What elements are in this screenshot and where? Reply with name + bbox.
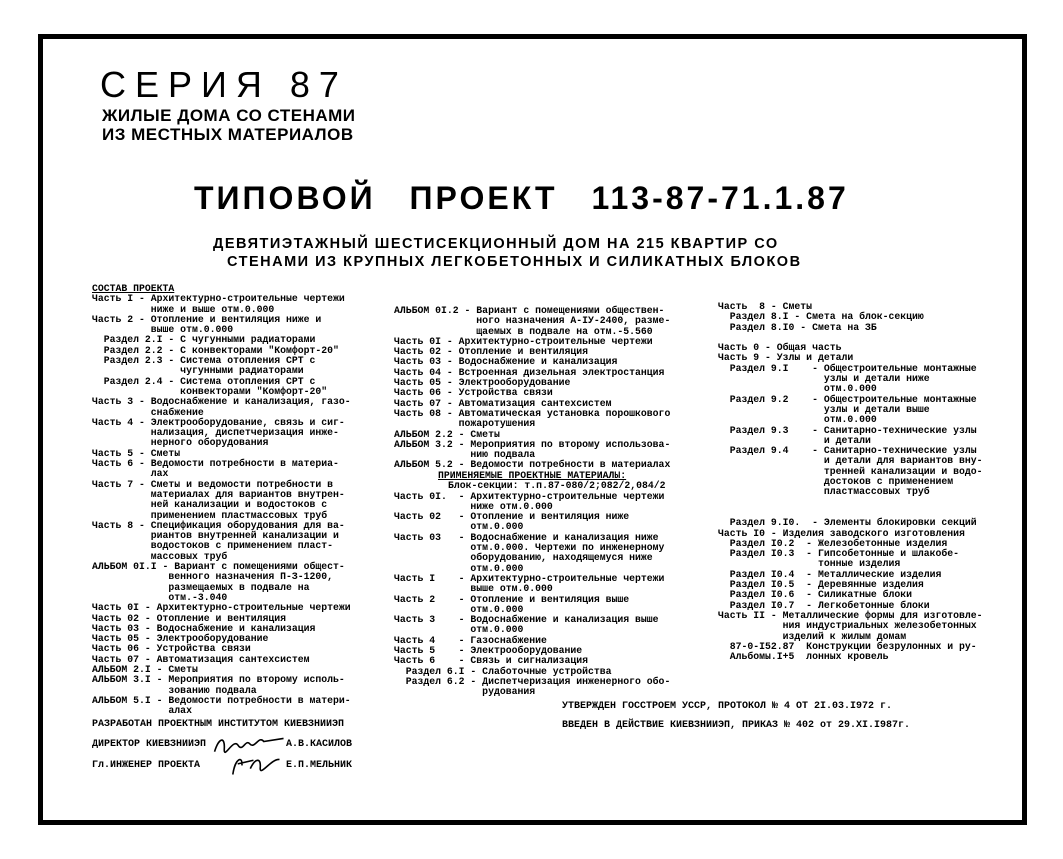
- director-name: А.В.КАСИЛОВ: [286, 739, 353, 750]
- series-subtitle-line2: ИЗ МЕСТНЫХ МАТЕРИАЛОВ: [102, 125, 354, 144]
- project-description-line1: ДЕВЯТИЭТАЖНЫЙ ШЕСТИСЕКЦИОННЫЙ ДОМ НА 215 КВАРТИР СО: [213, 236, 779, 252]
- applied-materials-subheader: Блок-секции: т.п.87-080/2;082/2,084/2: [448, 480, 666, 492]
- contents-line: Часть 3 - Водоснабжение и канализация, газо-: [92, 396, 351, 408]
- applied-materials-list: [394, 492, 704, 698]
- contents-line: Часть 03 - Водоснабжение и канализация: [92, 622, 316, 634]
- contents-line: лах: [92, 468, 169, 480]
- contents-line: Часть 05 - Электрооборудование: [92, 633, 269, 645]
- contents-line: и детали для вариантов вну-: [718, 455, 983, 467]
- contents-line: отм.0.000. Чертежи по инженерному: [394, 542, 665, 554]
- contents-line: Часть 5 - Электрооборудование: [394, 645, 583, 657]
- contents-line: достоков с применением: [718, 476, 954, 488]
- approval-block: [562, 697, 910, 735]
- contents-line: пожаротушения: [394, 418, 536, 430]
- contents-line: изделий к жилым домам: [718, 630, 907, 642]
- contents-line: Часть 6 - Связь и сигнализация: [394, 655, 589, 667]
- contents-line: Часть 07 - Автоматизация сантехсистем: [394, 397, 612, 409]
- contents-line: ней канализации и водостоков с: [92, 499, 328, 511]
- applied-materials-header: ПРИМЕНЯЕМЫЕ ПРОЕКТНЫЕ МАТЕРИАЛЫ:: [438, 470, 627, 481]
- contents-line: применением пластмассовых труб: [92, 509, 328, 521]
- contents-line: нию подвала: [394, 449, 536, 461]
- contents-line: Часть I - Архитектурно-строительные чертежи: [92, 293, 345, 305]
- contents-line: Раздел 6.I - Слаботочные устройства: [394, 665, 612, 677]
- engineer-signature-row: [92, 761, 200, 771]
- contents-line: рудования: [394, 686, 536, 698]
- contents-line: АЛЬБОМ 3.I - Мероприятия по второму исполь-: [92, 674, 345, 686]
- contents-line: узлы и детали выше: [718, 403, 930, 415]
- contents-line: [718, 498, 1018, 508]
- contents-line: Раздел I0.7 - Легкобетонные блоки: [718, 599, 930, 611]
- series-title: СЕРИЯ 87: [100, 64, 348, 105]
- contents-line: нализация, диспетчеризация инже-: [92, 427, 339, 439]
- contents-line: Раздел 9.I - Общестроительные монтажные: [718, 362, 977, 374]
- contents-line: АЛЬБОМ 2.I - Сметы: [92, 663, 198, 675]
- contents-line: Раздел 9.I0. - Элементы блокировки секций: [718, 517, 977, 529]
- contents-line: Часть 2 - Отопление и вентиляция ниже и: [92, 313, 322, 325]
- contents-line: ния индустриальных железобетонных: [718, 620, 977, 632]
- contents-line: Часть 0I. - Архитектурно-строительные чертежи: [394, 490, 665, 502]
- contents-line: АЛЬБОМ 0I.I - Вариант с помещениями общест-: [92, 561, 345, 573]
- contents-line: чугунными радиаторами: [92, 365, 304, 377]
- contents-line: Раздел I0.3 - Гипсобетонные и шлакобе-: [718, 548, 960, 560]
- contents-line: Раздел 2.3 - Система отопления СРТ с: [92, 355, 316, 367]
- engineer-label: Гл.ИНЖЕНЕР ПРОЕКТА: [92, 760, 201, 771]
- contents-line: венного назначения П-З-1200,: [92, 571, 334, 583]
- developer-line: [92, 719, 344, 731]
- introduction-line: ВВЕДЕН В ДЕЙСТВИЕ КИЕВЗНИИЭП, ПРИКАЗ № 402 от 29.XI.I987г.: [562, 720, 911, 731]
- contents-line: размещаемых в подвале на: [92, 581, 310, 593]
- contents-line: отм.0.000: [718, 383, 877, 395]
- contents-column-middle-album: [394, 306, 704, 471]
- contents-line: отм.0.000: [394, 562, 524, 574]
- contents-line: Раздел 2.I - С чугунными радиаторами: [92, 334, 316, 346]
- contents-line: отм.0.000: [394, 624, 524, 636]
- contents-line: отм.0.000: [394, 521, 524, 533]
- contents-line: Часть 5 - Сметы: [92, 447, 181, 459]
- contents-line: АЛЬБОМ 3.2 - Мероприятия по второму использова-: [394, 438, 671, 450]
- contents-line: Раздел 9.2 - Общестроительные монтажные: [718, 393, 977, 405]
- contents-line: Часть 02 - Отопление и вентиляция: [92, 612, 287, 624]
- contents-line: Раздел 2.4 - Система отопления СРТ с: [92, 375, 316, 387]
- contents-line: Раздел I0.5 - Деревянные изделия: [718, 579, 924, 591]
- contents-line: Часть 06 - Устройства связи: [92, 643, 251, 655]
- contents-line: отм.0.000: [394, 603, 524, 615]
- contents-line: Часть I - Архитектурно-строительные чертежи: [394, 572, 665, 584]
- contents-line: ного назначения А-IУ-2400, разме-: [394, 315, 671, 327]
- contents-line: АЛЬБОМ 5.I - Ведомости потребности в матери-: [92, 694, 351, 706]
- contents-line: АЛЬБОМ 5.2 - Ведомости потребности в материалах: [394, 459, 671, 471]
- contents-line: Раздел 9.4 - Санитарно-технические узлы: [718, 445, 977, 457]
- contents-line: нерного оборудования: [92, 437, 269, 449]
- contents-line: Часть 05 - Электрооборудование: [394, 377, 571, 389]
- series-subtitle-line1: ЖИЛЫЕ ДОМА СО СТЕНАМИ: [102, 106, 356, 125]
- engineer-handwritten-signature: [225, 747, 288, 784]
- contents-line: Часть 07 - Автоматизация сантехсистем: [92, 653, 310, 665]
- contents-line: СОСТАВ ПРОЕКТА: [92, 283, 175, 294]
- contents-line: водостоков с применением пласт-: [92, 540, 334, 552]
- contents-line: алах: [92, 705, 192, 717]
- contents-line: Раздел 9.3 - Санитарно-технические узлы: [718, 424, 977, 436]
- contents-line: риантов внутренней канализации и: [92, 530, 339, 542]
- contents-line: материалах для вариантов внутрен-: [92, 488, 345, 500]
- contents-line: Часть 9 - Узлы и детали: [718, 352, 854, 364]
- contents-line: Часть 4 - Газоснабжение: [394, 634, 547, 646]
- contents-line: узлы и детали ниже: [718, 373, 930, 385]
- contents-line: отм.-3.040: [92, 591, 228, 603]
- contents-line: Часть I0 - Изделия заводского изготовления: [718, 527, 965, 539]
- contents-line: щаемых в подвале на отм.-5.560: [394, 325, 653, 337]
- contents-line: Часть 02 - Отопление и вентиляция: [394, 346, 589, 358]
- engineer-name: Е.П.МЕЛЬНИК: [286, 760, 353, 771]
- director-signature-row: [92, 740, 206, 750]
- contents-line: зованию подвала: [92, 684, 257, 696]
- contents-line: Часть 02 - Отопление и вентиляция ниже: [394, 511, 630, 523]
- contents-line: Альбомы.I+5 лонных кровель: [718, 651, 889, 663]
- contents-line: Раздел 8.I0 - Смета на ЗБ: [718, 321, 877, 333]
- contents-line: Часть 7 - Сметы и ведомости потребности в: [92, 478, 334, 490]
- contents-line: Часть 6 - Ведомости потребности в материа-: [92, 458, 339, 470]
- contents-line: оборудованию, находящемуся ниже: [394, 552, 653, 564]
- contents-line: Часть 8 - Спецификация оборудования для ва-: [92, 519, 345, 531]
- contents-line: пластмассовых труб: [718, 486, 930, 498]
- contents-line: Часть II - Металлические формы для изготовле-: [718, 609, 983, 621]
- contents-line: Раздел 2.2 - С конвекторами "Комфорт-20": [92, 344, 339, 356]
- contents-line: Часть 0 - Общая часть: [718, 342, 842, 354]
- contents-line: Часть 0I - Архитектурно-строительные чертежи: [92, 602, 351, 614]
- contents-line: конвекторами "Комфорт-20": [92, 385, 328, 397]
- contents-line: Часть 04 - Встроенная дизельная электростанция: [394, 366, 665, 378]
- contents-line: Раздел 6.2 - Диспетчеризация инженерного обо-: [394, 675, 671, 687]
- contents-line: 87-0-I52.87 Конструкции безрулонных и ру-: [718, 640, 977, 652]
- contents-line: Часть 08 - Автоматическая установка порошкового: [394, 407, 671, 419]
- contents-column-left: [92, 284, 382, 716]
- contents-line: Часть 0I - Архитектурно-строительные чертежи: [394, 335, 653, 347]
- contents-line: тренней канализации и водо-: [718, 465, 983, 477]
- contents-line: Часть 03 - Водоснабжение и канализация: [394, 356, 618, 368]
- applied-materials-block: [394, 471, 704, 698]
- contents-line: Часть 06 - Устройства связи: [394, 387, 553, 399]
- contents-line: отм.0.000: [718, 414, 877, 426]
- contents-line: Раздел 8.I - Смета на блок-секцию: [718, 311, 924, 323]
- contents-line: Раздел I0.2 - Железобетонные изделия: [718, 537, 948, 549]
- director-label: ДИРЕКТОР КИЕВЗНИИЭП: [92, 739, 207, 750]
- contents-line: выше отм.0.000: [92, 324, 234, 336]
- contents-line: Раздел I0.6 - Силикатные блоки: [718, 589, 913, 601]
- contents-line: ниже отм.0.000: [394, 500, 553, 512]
- developer-text: РАЗРАБОТАН ПРОЕКТНЫМ ИНСТИТУТОМ КИЕВЗНИИЭП: [92, 719, 345, 730]
- approval-line: УТВЕРЖДЕН ГОССТРОЕМ УССР, ПРОТОКОЛ № 4 ОТ 2I.03.I972 г.: [562, 701, 893, 712]
- contents-line: Часть 4 - Электрооборудование, связь и сиг-: [92, 416, 345, 428]
- contents-line: снабжение: [92, 406, 204, 418]
- contents-line: Часть 03 - Водоснабжение и канализация ниже: [394, 531, 659, 543]
- contents-line: и детали: [718, 434, 871, 446]
- contents-line: Часть 2 - Отопление и вентиляция выше: [394, 593, 630, 605]
- contents-line: выше отм.0.000: [394, 583, 553, 595]
- contents-line: АЛЬБОМ 0I.2 - Вариант с помещениями обществен-: [394, 305, 665, 316]
- contents-line: массовых труб: [92, 550, 228, 562]
- contents-line: Часть 3 - Водоснабжение и канализация выше: [394, 614, 659, 626]
- director-name-row: [286, 740, 352, 750]
- contents-line: Часть 8 - Сметы: [718, 301, 813, 312]
- project-description-line2: СТЕНАМИ ИЗ КРУПНЫХ ЛЕГКОБЕТОННЫХ И СИЛИКАТНЫХ БЛОКОВ: [227, 254, 802, 270]
- contents-column-right: [718, 302, 1018, 662]
- contents-line: Раздел I0.4 - Металлические изделия: [718, 568, 942, 580]
- engineer-name-row: [286, 761, 352, 771]
- contents-line: АЛЬБОМ 2.2 - Сметы: [394, 428, 500, 440]
- contents-line: тонные изделия: [718, 558, 901, 570]
- project-title: ТИПОВОЙ ПРОЕКТ 113-87-71.1.87: [194, 180, 849, 216]
- contents-line: ниже и выше отм.0.000: [92, 303, 275, 315]
